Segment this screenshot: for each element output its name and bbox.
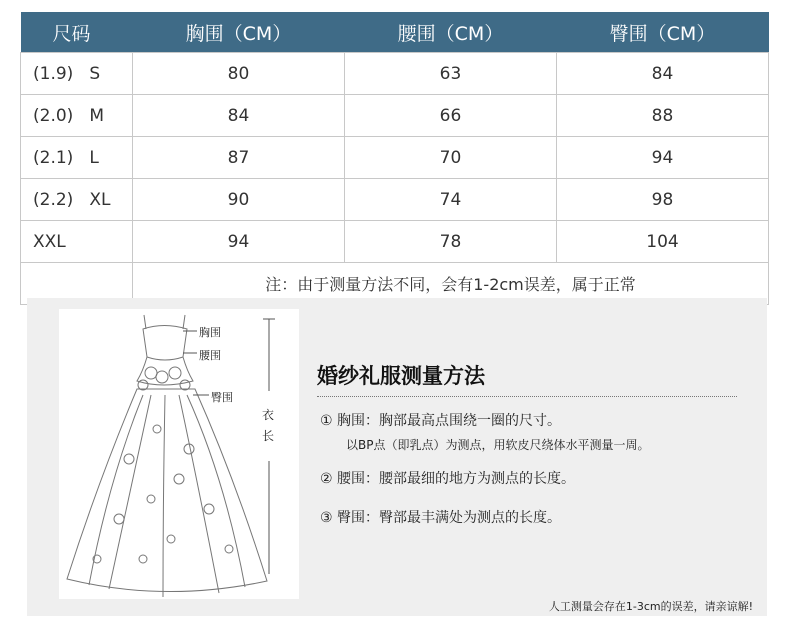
measurement-guide-panel bbox=[27, 298, 767, 616]
size-label: S bbox=[89, 63, 101, 84]
item-number: ③ bbox=[320, 510, 333, 526]
size-code: (2.2) bbox=[33, 189, 74, 210]
header-hip: 臀围（CM） bbox=[557, 12, 769, 53]
size-label: L bbox=[89, 147, 99, 168]
table-row bbox=[21, 95, 769, 137]
hip-cell: 84 bbox=[557, 53, 769, 95]
bust-cell: 87 bbox=[133, 137, 345, 179]
header-bust: 胸围（CM） bbox=[133, 12, 345, 53]
table-row bbox=[21, 137, 769, 179]
hip-cell: 104 bbox=[557, 221, 769, 263]
item-number: ② bbox=[320, 471, 333, 487]
size-cell bbox=[21, 179, 133, 221]
hip-cell: 94 bbox=[557, 137, 769, 179]
item-text: 胸围：胸部最高点围绕一圈的尺寸。 bbox=[337, 413, 562, 429]
item-text: 臀围：臀部最丰满处为测点的长度。 bbox=[337, 510, 562, 526]
table-row bbox=[21, 53, 769, 95]
title-divider bbox=[317, 396, 737, 397]
guide-item-waist bbox=[320, 468, 575, 488]
table-row bbox=[21, 179, 769, 221]
size-code: (2.1) bbox=[33, 147, 74, 168]
bust-label: 胸围 bbox=[199, 326, 221, 339]
measurement-note: 注：由于测量方法不同，会有1-2cm误差，属于正常 bbox=[133, 263, 769, 305]
wedding-dress-illustration bbox=[59, 309, 299, 599]
waist-cell: 63 bbox=[345, 53, 557, 95]
bust-cell: 80 bbox=[133, 53, 345, 95]
size-cell bbox=[21, 137, 133, 179]
length-label-top: 衣 bbox=[262, 408, 275, 422]
size-label: XL bbox=[89, 189, 111, 210]
waist-cell: 66 bbox=[345, 95, 557, 137]
guide-item-bust bbox=[320, 410, 561, 430]
header-size: 尺码 bbox=[21, 12, 133, 53]
size-code: (1.9) bbox=[33, 63, 74, 84]
size-cell bbox=[21, 95, 133, 137]
bust-cell: 90 bbox=[133, 179, 345, 221]
size-label: XXL bbox=[33, 231, 66, 252]
waist-cell: 78 bbox=[345, 221, 557, 263]
item-text: 腰围：腰部最细的地方为测点的长度。 bbox=[337, 471, 576, 487]
waist-cell: 70 bbox=[345, 137, 557, 179]
bust-cell: 94 bbox=[133, 221, 345, 263]
guide-item-bust-detail: 以BP点（即乳点）为测点，用软皮尺绕体水平测量一周。 bbox=[346, 438, 650, 452]
size-code: (2.0) bbox=[33, 105, 74, 126]
size-label: M bbox=[89, 105, 104, 126]
size-table bbox=[20, 12, 769, 305]
guide-title: 婚纱礼服测量方法 bbox=[317, 364, 485, 388]
table-row bbox=[21, 221, 769, 263]
error-disclaimer: 人工测量会存在1-3cm的误差，请亲谅解! bbox=[548, 600, 753, 613]
hip-label: 臀围 bbox=[211, 391, 233, 404]
bust-cell: 84 bbox=[133, 95, 345, 137]
guide-item-hip bbox=[320, 507, 561, 527]
size-cell bbox=[21, 53, 133, 95]
length-label-bottom: 长 bbox=[262, 429, 275, 443]
hip-cell: 98 bbox=[557, 179, 769, 221]
size-cell bbox=[21, 221, 133, 263]
table-header-row bbox=[21, 12, 769, 53]
waist-label: 腰围 bbox=[199, 349, 221, 362]
hip-cell: 88 bbox=[557, 95, 769, 137]
dress-diagram bbox=[59, 309, 299, 599]
item-number: ① bbox=[320, 413, 333, 429]
waist-cell: 74 bbox=[345, 179, 557, 221]
header-waist: 腰围（CM） bbox=[345, 12, 557, 53]
